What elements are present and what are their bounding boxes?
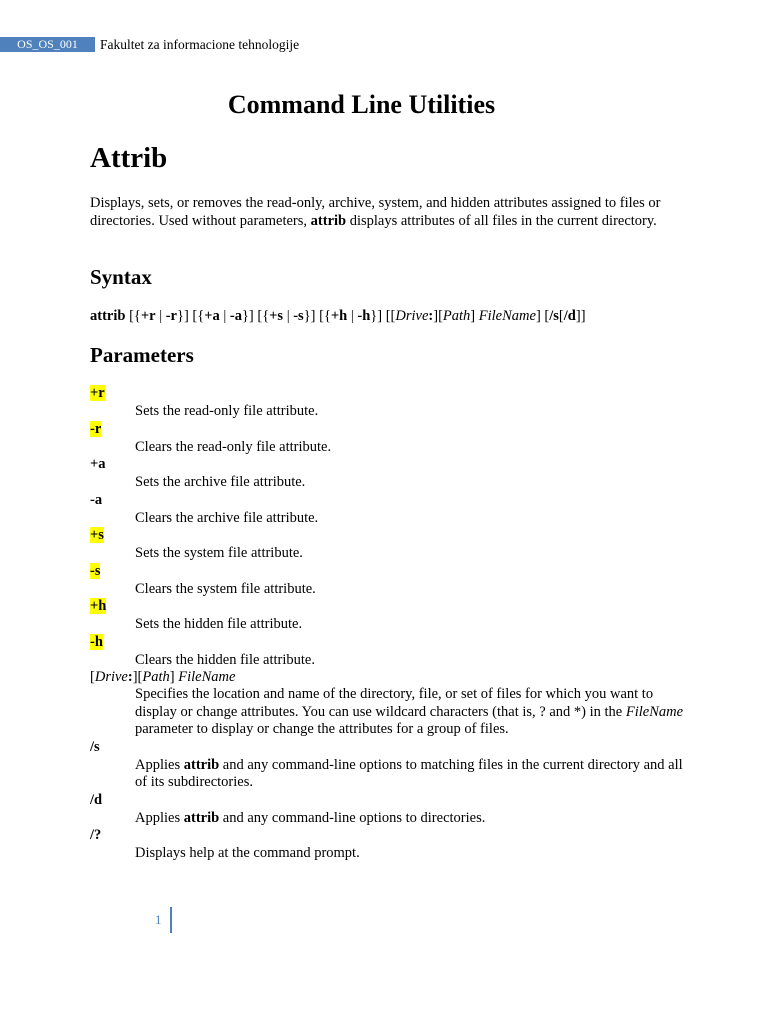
term-part: Drive	[94, 669, 128, 685]
page-number-text: 1	[155, 912, 162, 927]
term-part: FileName	[178, 669, 236, 685]
syntax-part: |	[283, 308, 294, 324]
faculty-name: Fakultet za informacione tehnologije	[100, 36, 300, 52]
page-number-bar	[170, 907, 172, 933]
syntax-part: [{	[125, 308, 141, 324]
page-header	[0, 36, 299, 53]
desc-part: Specifies the location and name of the directory, file, or set of files for which you want to display or change attributes. You can use wildcard characters (that is, ? and *) in the	[135, 686, 654, 720]
param-item-help	[90, 827, 690, 863]
syntax-cmd: attrib	[90, 308, 126, 324]
intro-command: attrib	[310, 212, 347, 229]
param-term-text: -s	[90, 562, 101, 579]
section-heading: Attrib	[90, 142, 168, 174]
document-code-badge: OS_OS_001	[0, 37, 95, 52]
page-number	[155, 907, 172, 933]
param-term: /d	[90, 791, 103, 808]
syntax-part: Path	[442, 308, 471, 324]
syntax-part: -s	[293, 308, 304, 324]
syntax-part: ]]	[575, 308, 586, 324]
param-term-text: +h	[90, 598, 107, 614]
syntax-part: |	[155, 308, 166, 324]
term-part: Path	[142, 669, 170, 685]
param-term	[90, 385, 690, 402]
desc-part: parameter to display or change the attributes for a group of files.	[135, 721, 509, 737]
param-term	[90, 421, 690, 438]
syntax-part: FileName	[478, 308, 536, 324]
desc-part: Applies	[135, 756, 184, 773]
intro-text: Displays, sets, or removes the read-only, archive, system, and hidden attributes assigned to files or directories. Used without parameters,	[90, 195, 661, 229]
param-term	[90, 492, 690, 509]
syntax-part: -r	[165, 308, 177, 324]
param-term	[90, 634, 690, 651]
param-desc	[135, 686, 690, 739]
param-desc	[135, 809, 690, 828]
param-item-s	[90, 739, 690, 792]
term-part: ]	[169, 669, 179, 685]
param-desc: Sets the hidden file attribute.	[135, 616, 303, 632]
param-item	[90, 492, 690, 528]
syntax-part: +r	[140, 308, 156, 324]
syntax-line	[90, 308, 586, 325]
desc-part: attrib	[183, 809, 220, 826]
param-desc: Clears the hidden file attribute.	[135, 651, 315, 668]
syntax-part: +a	[204, 308, 220, 324]
syntax-part: ][	[433, 308, 443, 324]
param-term	[90, 563, 690, 580]
syntax-part: |	[219, 308, 230, 324]
param-term-text: +a	[90, 456, 106, 472]
param-desc	[135, 756, 690, 792]
param-item	[90, 385, 690, 421]
param-desc: Clears the read-only file attribute.	[135, 438, 332, 455]
syntax-part: /s	[549, 308, 559, 324]
param-item	[90, 456, 690, 492]
param-desc: Sets the archive file attribute.	[135, 474, 306, 490]
param-item-drive	[90, 669, 690, 739]
param-desc: Displays help at the command prompt.	[135, 845, 360, 861]
param-term-text: +s	[90, 527, 104, 543]
syntax-part: +h	[330, 308, 348, 324]
term-part: :	[127, 669, 133, 685]
term-part: ][	[132, 669, 143, 685]
param-item	[90, 634, 690, 670]
syntax-heading: Syntax	[90, 265, 152, 289]
syntax-part: |	[347, 308, 358, 324]
intro-paragraph	[90, 195, 680, 230]
desc-part: Applies	[135, 809, 184, 826]
param-item	[90, 563, 690, 599]
syntax-part: ] [	[535, 308, 550, 324]
param-term	[90, 527, 690, 544]
param-term	[90, 598, 690, 615]
desc-part: and any command-line options to matching files in the current directory and all of its subdirectories.	[135, 756, 683, 790]
param-term-text: -h	[90, 633, 103, 650]
param-term	[90, 669, 690, 686]
param-desc: Sets the system file attribute.	[135, 545, 303, 561]
syntax-part: Drive	[395, 308, 429, 324]
desc-part: and any command-line options to directories.	[219, 809, 486, 826]
param-desc: Clears the system file attribute.	[135, 580, 316, 597]
syntax-part: }] [{	[241, 308, 270, 324]
syntax-part: }] [[	[370, 308, 396, 324]
parameters-heading: Parameters	[90, 343, 194, 367]
syntax-part: }] [{	[303, 308, 331, 324]
syntax-part: [	[558, 308, 564, 324]
parameters-list	[90, 385, 690, 863]
desc-part: attrib	[183, 756, 220, 773]
param-item	[90, 421, 690, 457]
param-term: /s	[90, 738, 100, 755]
syntax-part: +s	[269, 308, 284, 324]
param-term-text: +r	[90, 385, 105, 401]
param-term	[90, 456, 690, 473]
syntax-part: -h	[357, 308, 371, 324]
syntax-part: -a	[229, 308, 242, 324]
param-item-d	[90, 792, 690, 828]
param-item	[90, 598, 690, 634]
desc-part: FileName	[625, 703, 684, 720]
param-term-text: -a	[90, 491, 103, 508]
param-term: /?	[90, 827, 102, 843]
syntax-part: /d	[563, 308, 576, 324]
param-desc: Clears the archive file attribute.	[135, 509, 319, 526]
intro-text-end: displays attributes of all files in the current directory.	[346, 212, 657, 229]
syntax-part: :	[428, 308, 434, 324]
param-item	[90, 527, 690, 563]
term-part: [	[90, 669, 95, 685]
syntax-part: ]	[470, 308, 479, 324]
syntax-part: }] [{	[176, 308, 205, 324]
param-term-text: -r	[90, 420, 102, 437]
page-title: Command Line Utilities	[227, 90, 496, 119]
param-desc: Sets the read-only file attribute.	[135, 403, 319, 419]
